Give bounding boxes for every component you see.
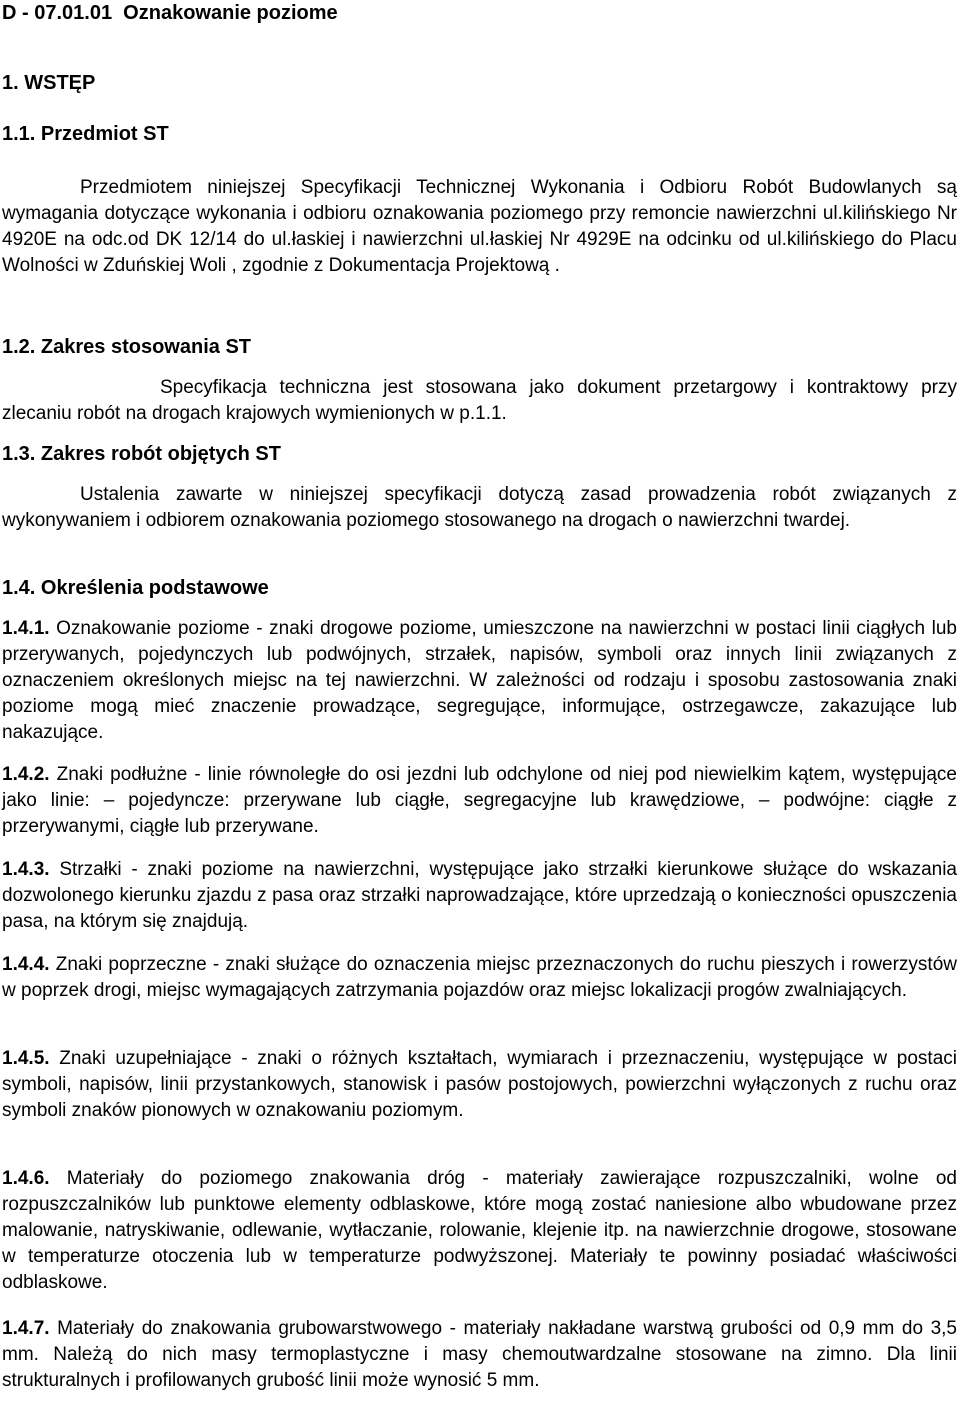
section-1-2-heading: 1.2. Zakres stosowania ST — [2, 336, 251, 358]
section-1-3-heading: 1.3. Zakres robót objętych ST — [2, 443, 281, 465]
definition-number: 1.4.7. — [2, 1318, 50, 1339]
definition-1-4-5 — [2, 1046, 957, 1124]
definition-text: Materiały do poziomego znakowania dróg - materiały zawierające rozpuszczalniki, wolne od rozpuszczalników lub punktowe elementy odblaskowe, które mogą zostać naniesione albo wbudowane przez malowanie, natryskiwanie, odlewanie, wytłaczanie, rolowanie, klejenie itp. na nawierzchnie drogowe, stosowane w temperaturze otoczenia lub w temperaturze podwyższonej. Materiały te powinny posiadać właściwości odblaskowe. — [2, 1168, 957, 1293]
definition-1-4-3 — [2, 857, 957, 935]
definition-number: 1.4.5. — [2, 1048, 50, 1069]
section-1-1-text: Przedmiotem niniejszej Specyfikacji Technicznej Wykonania i Odbioru Robót Budowlanych są wymagania dotyczące wykonania i odbioru oznakowania poziomego przy remoncie nawierzchni ul.kilińskiego Nr 4920E na odc.od DK 12/14 do ul.łaskiej i nawierzchni ul.łaskiej Nr 4929E na odcinku od ul.kilińskiego do Placu Wolności w Zduńskiej Woli , zgodnie z Dokumentacja Projektową . — [2, 177, 957, 276]
definition-1-4-7 — [2, 1316, 957, 1394]
section-1-4-heading: 1.4. Określenia podstawowe — [2, 577, 269, 599]
section-1-3-text: Ustalenia zawarte w niniejszej specyfikacji dotyczą zasad prowadzenia robót związanych z wykonywaniem i odbiorem oznakowania poziomego stosowanego na drogach o nawierzchni twardej. — [2, 484, 957, 531]
section-1-2-text: Specyfikacja techniczna jest stosowana jako dokument przetargowy i kontraktowy przy zlecaniu robót na drogach krajowych wymienionych w p.1.1. — [2, 377, 957, 424]
definition-1-4-6 — [2, 1166, 957, 1296]
definition-text: Materiały do znakowania grubowarstwowego - materiały nakładane warstwą grubości od 0,9 mm do 3,5 mm. Należą do nich masy termoplastyczne i masy chemoutwardzalne stosowane na zimno. Dla linii strukturalnych i profilowanych grubość linii może wynosić 5 mm. — [2, 1318, 957, 1391]
definition-number: 1.4.3. — [2, 859, 50, 880]
definition-1-4-4 — [2, 952, 957, 1004]
definition-number: 1.4.4. — [2, 954, 50, 975]
definition-text: Strzałki - znaki poziome na nawierzchni, występujące jako strzałki kierunkowe służące do wskazania dozwolonego kierunku zjazdu z pasa oraz strzałki naprowadzające, które uprzedzają o konieczności opuszczenia pasa, na którym się znajdują. — [2, 859, 957, 932]
section-1-heading: 1. WSTĘP — [2, 72, 96, 94]
section-1-1-heading: 1.1. Przedmiot ST — [2, 123, 169, 145]
definition-number: 1.4.6. — [2, 1168, 50, 1189]
definition-text: Znaki poprzeczne - znaki służące do oznaczenia miejsc przeznaczonych do ruchu pieszych i rowerzystów w poprzek drogi, miejsc wymagających zatrzymania pojazdów oraz miejsc lokalizacji progów zwalniających. — [2, 954, 957, 1001]
definition-text: Znaki podłużne - linie równoległe do osi jezdni lub odchylone od niej pod niewielkim kątem, występujące jako linie: – pojedyncze: przerywane lub ciągłe, segregacyjne lub krawędziowe, – podwójne: ciągłe z przerywanymi, ciągłe lub przerywane. — [2, 764, 957, 837]
definition-number: 1.4.1. — [2, 618, 50, 639]
definition-1-4-2 — [2, 762, 957, 840]
definition-1-4-1 — [2, 616, 957, 746]
definition-text: Znaki uzupełniające - znaki o różnych kształtach, wymiarach i przeznaczeniu, występujące w postaci symboli, napisów, linii przystankowych, stanowisk i pasów postojowych, powierzchni wyłączonych z ruchu oraz symboli znaków pionowych w oznakowaniu poziomym. — [2, 1048, 957, 1121]
document-title: D - 07.01.01 Oznakowanie poziome — [2, 2, 338, 24]
definition-number: 1.4.2. — [2, 764, 50, 785]
definition-text: Oznakowanie poziome - znaki drogowe poziome, umieszczone na nawierzchni w postaci linii ciągłych lub przerywanych, pojedynczych lub podwójnych, strzałek, napisów, symboli oraz innych linii związanych z oznaczeniem określonych miejsc na tej nawierzchni. W zależności od rodzaju i sposobu zastosowania znaki poziome mogą mieć znaczenie prowadzące, segregujące, informujące, ostrzegawcze, zakazujące lub nakazujące. — [2, 618, 957, 743]
